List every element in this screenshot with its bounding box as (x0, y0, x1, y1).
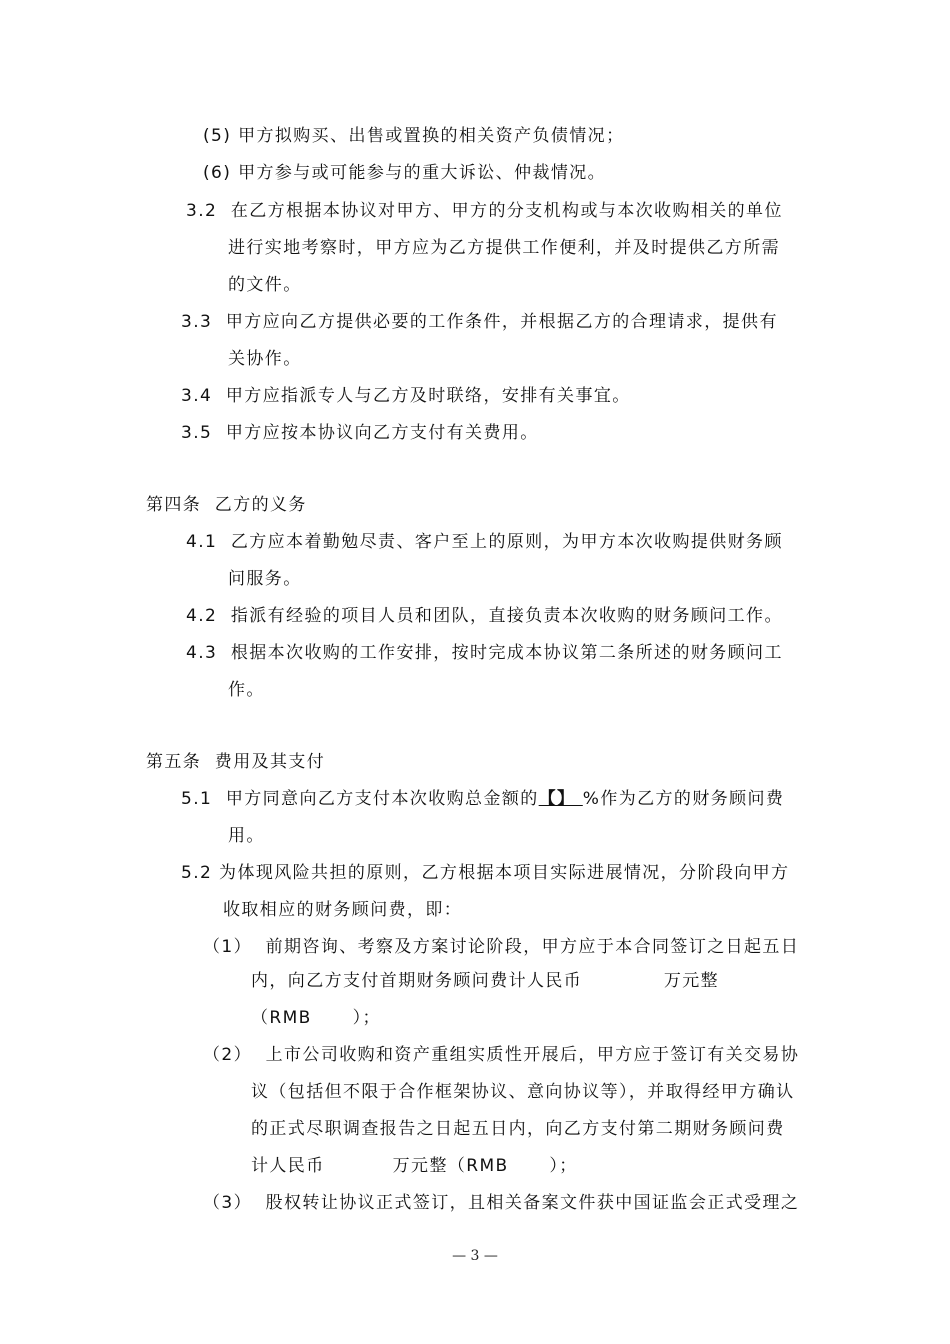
clause-4-1-cont: 问服务。 (228, 569, 302, 589)
page-number: — 3 — (452, 1248, 498, 1264)
clause-4-2: 4.2 指派有经验的项目人员和团队，直接负责本次收购的财务顾问工作。 (186, 606, 783, 626)
clause-5-1-cont: 用。 (228, 826, 265, 846)
fee-percentage-blank: 【】 (538, 789, 583, 809)
payment-stage-1: （1） 前期咨询、考察及方案讨论阶段，甲方应于本合同签订之日起五日 (203, 937, 800, 957)
clause-3-4: 3.4 甲方应指派专人与乙方及时联络，安排有关事宜。 (181, 386, 631, 406)
payment-stage-3: （3） 股权转让协议正式签订，且相关备案文件获中国证监会正式受理之 (203, 1193, 800, 1213)
clause-5-1 (181, 787, 784, 811)
payment-stage-1-cont1: 内，向乙方支付首期财务顾问费计人民币 万元整 (251, 971, 720, 991)
payment-stage-2-cont3: 计人民币 万元整（RMB ）； (251, 1156, 578, 1176)
clause-item-5: (5) 甲方拟购买、出售或置换的相关资产负债情况； (203, 126, 625, 146)
clause-item-6: (6) 甲方参与或可能参与的重大诉讼、仲裁情况。 (203, 163, 607, 183)
payment-stage-2-cont2: 的正式尽职调查报告之日起五日内，向乙方支付第二期财务顾问费 (251, 1119, 785, 1139)
clause-5-1-text: 5.1 甲方同意向乙方支付本次收购总金额的 (181, 789, 539, 809)
clause-3-3-cont: 关协作。 (228, 349, 302, 369)
clause-5-1-text-end: %作为乙方的财务顾问费 (582, 789, 785, 809)
article-4-heading: 第四条 乙方的义务 (146, 495, 307, 515)
clause-3-2-cont1: 进行实地考察时，甲方应为乙方提供工作便利，并及时提供乙方所需 (228, 238, 780, 258)
payment-stage-2-cont1: 议（包括但不限于合作框架协议、意向协议等），并取得经甲方确认 (251, 1082, 795, 1102)
article-5-heading: 第五条 费用及其支付 (146, 752, 326, 772)
clause-3-3: 3.3 甲方应向乙方提供必要的工作条件，并根据乙方的合理请求，提供有 (181, 312, 778, 332)
payment-stage-1-cont2: （RMB ）； (251, 1008, 381, 1028)
clause-3-2-cont2: 的文件。 (228, 275, 302, 295)
clause-5-2-cont: 收取相应的财务顾问费，即： (223, 900, 463, 920)
clause-3-5: 3.5 甲方应按本协议向乙方支付有关费用。 (181, 423, 539, 443)
clause-4-3-cont: 作。 (228, 680, 265, 700)
payment-stage-2: （2） 上市公司收购和资产重组实质性开展后，甲方应于签订有关交易协 (203, 1045, 800, 1065)
clause-3-2: 3.2 在乙方根据本协议对甲方、甲方的分支机构或与本次收购相关的单位 (186, 201, 783, 221)
clause-4-1: 4.1 乙方应本着勤勉尽责、客户至上的原则，为甲方本次收购提供财务顾 (186, 532, 783, 552)
clause-4-3: 4.3 根据本次收购的工作安排，按时完成本协议第二条所述的财务顾问工 (186, 643, 783, 663)
clause-5-2: 5.2 为体现风险共担的原则，乙方根据本项目实际进展情况，分阶段向甲方 (181, 863, 790, 883)
